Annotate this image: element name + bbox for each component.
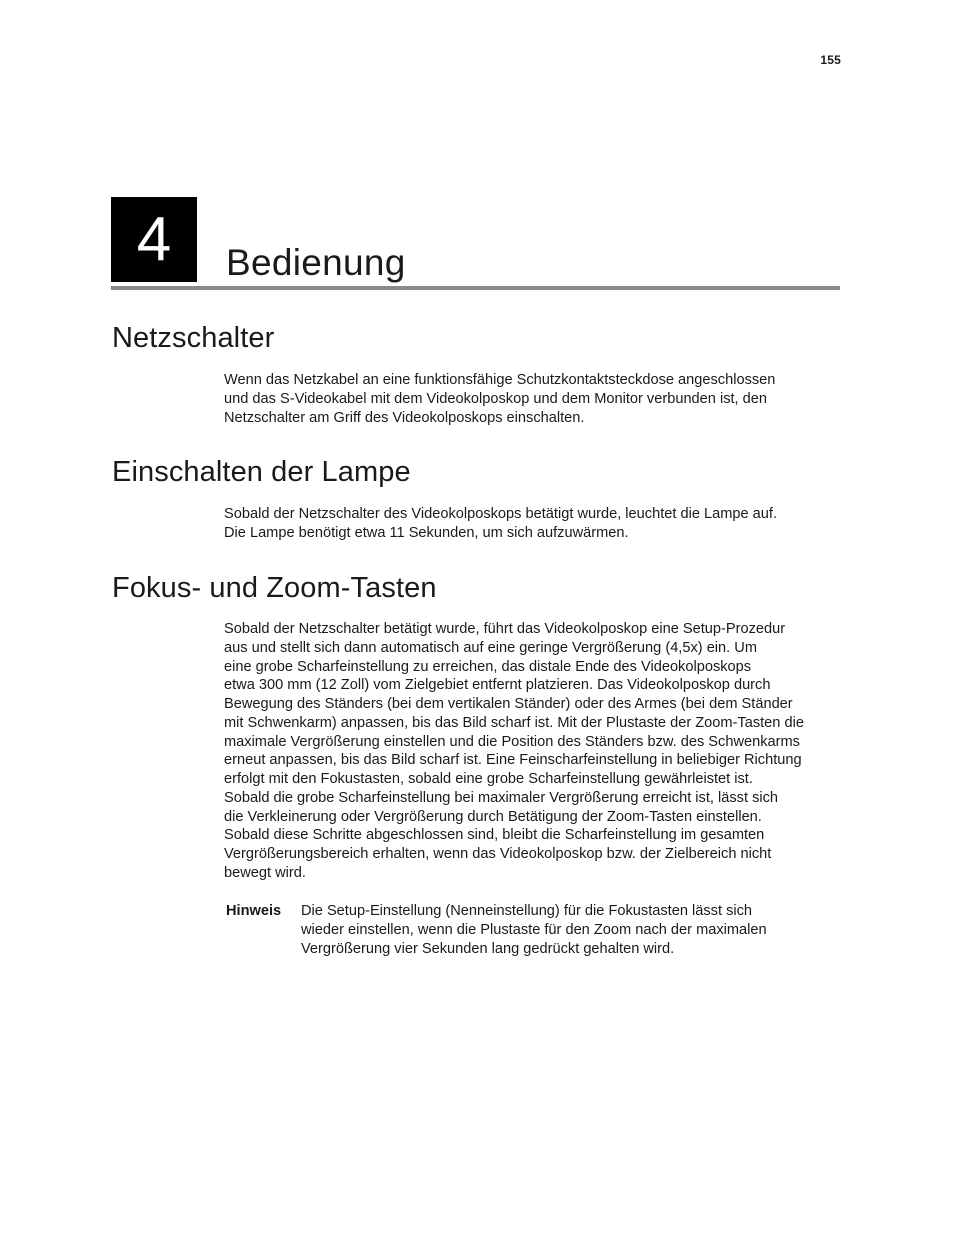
section-body-netzschalter: Wenn das Netzkabel an eine funktionsfähige Schutzkontaktsteckdose angeschlossen und das S-Videokabel mit dem Videokolposkop und dem Monitor verbunden ist, den Netzschalter am Griff des Videokolposkops einschalten. — [224, 372, 776, 426]
section-heading-fokus-zoom: Fokus- und Zoom-Tasten — [112, 572, 437, 604]
section-body-fokus-zoom: Sobald der Netzschalter betätigt wurde, führt das Videokolposkop eine Setup-Prozedur aus und stellt sich dann automatisch auf eine geringe Vergrößerung (4,5x) ein. Um eine grobe Scharfeinstellung zu erreichen, das distale Ende des Videokolposkops etwa 300 mm (12 Zoll) vom Zielgebiet entfernt platzieren. Das Videokolposkop durch Bewegung des Ständers (bei dem vertikalen Ständer) oder des Armes (bei dem Ständer mit Schwenkarm) anpassen, bis das Bild scharf ist. Mit der Plustaste der Zoom-Tasten die maximale Vergrößerung einstellen und die Position des Ständers bzw. des Schwenkarms erneut anpassen, bis das Bild scharf ist. Eine Feinscharfeinstellung in beliebiger Richtung erfolgt mit den Fokustasten, sobald eine grobe Scharfeinstellung gewährleistet ist. Sobald die grobe Scharfeinstellung bei maximaler Vergrößerung erreicht ist, lässt sich die Verkleinerung oder Vergrößerung durch Betätigung der Zoom-Tasten einstellen. Sobald diese Schritte abgeschlossen sind, bleibt die Scharfeinstellung im gesamten Vergrößerungsbereich erhalten, wenn das Videokolposkop bzw. der Zielbereich nicht bewegt wird. — [224, 621, 804, 881]
section-body-lampe: Sobald der Netzschalter des Videokolposkops betätigt wurde, leuchtet die Lampe auf. Die Lampe benötigt etwa 11 Sekunden, um sich aufzuwärmen. — [224, 506, 778, 541]
chapter-number-box: 4 — [111, 197, 197, 282]
note-label: Hinweis — [226, 903, 282, 919]
chapter-title: Bedienung — [226, 242, 406, 283]
section-heading-lampe: Einschalten der Lampe — [112, 456, 411, 488]
page-number: 155 — [820, 53, 841, 67]
section-heading-netzschalter: Netzschalter — [112, 322, 275, 354]
note-text: Die Setup-Einstellung (Nenneinstellung) für die Fokustasten lässt sich wieder einstellen, wenn die Plustaste für den Zoom nach der maximalen Vergrößerung vier Sekunden lang gedrückt gehalten wird. — [301, 903, 767, 957]
chapter-rule — [111, 286, 840, 290]
chapter-header — [111, 197, 840, 291]
